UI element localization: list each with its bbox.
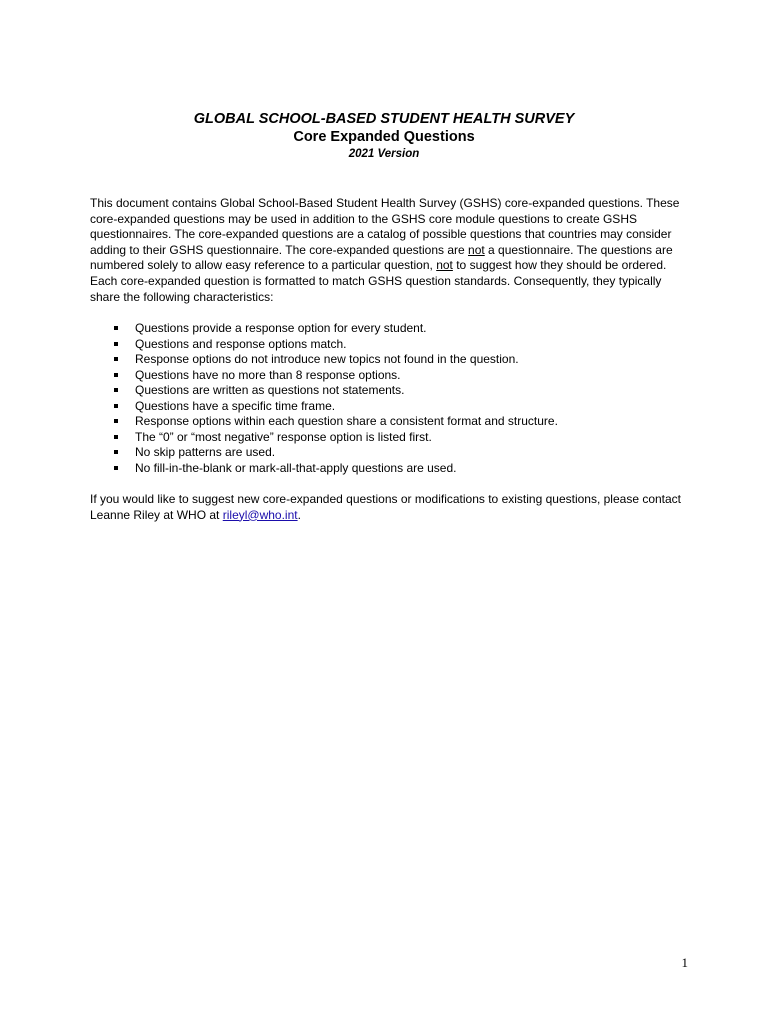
list-item: No fill-in-the-blank or mark-all-that-apply questions are used. bbox=[90, 461, 690, 477]
intro-emphasis-not-2: not bbox=[436, 258, 453, 273]
list-item: The “0” or “most negative” response option is listed first. bbox=[90, 430, 690, 446]
title-block bbox=[0, 110, 768, 162]
contact-text: If you would like to suggest new core-expanded questions or modifications to existing questions, please contact Leanne Riley at WHO at bbox=[90, 492, 682, 522]
list-item: No skip patterns are used. bbox=[90, 445, 690, 461]
intro-text-3: to suggest how they should be ordered. Each core-expanded question is formatted to match GSHS question standards. Consequently, they typically share the following characteristics: bbox=[90, 258, 667, 304]
list-item: Questions have no more than 8 response options. bbox=[90, 368, 690, 384]
bullet-icon bbox=[114, 373, 118, 377]
intro-text-2: a questionnaire. The questions are numbered solely to allow easy reference to a particular question, bbox=[90, 242, 673, 273]
document-title: GLOBAL SCHOOL-BASED STUDENT HEALTH SURVEY bbox=[193, 111, 575, 127]
contact-period: . bbox=[297, 507, 301, 522]
list-item: Questions have a specific time frame. bbox=[90, 399, 690, 415]
list-item: Questions are written as questions not statements. bbox=[90, 383, 690, 399]
page-number: 1 bbox=[681, 955, 688, 970]
bullet-icon bbox=[114, 357, 118, 361]
contact-paragraph bbox=[90, 492, 685, 523]
intro-paragraph bbox=[90, 196, 685, 305]
bullet-icon bbox=[114, 419, 118, 423]
bullet-icon bbox=[114, 388, 118, 392]
list-item: Questions and response options match. bbox=[90, 337, 690, 353]
bullet-icon bbox=[114, 466, 118, 470]
list-item: Response options do not introduce new topics not found in the question. bbox=[90, 352, 690, 368]
bullet-icon bbox=[114, 450, 118, 454]
intro-emphasis-not-1: not bbox=[468, 242, 485, 257]
bullet-icon bbox=[114, 326, 118, 330]
bullet-icon bbox=[114, 404, 118, 408]
list-item: Response options within each question share a consistent format and structure. bbox=[90, 414, 690, 430]
document-version: 2021 Version bbox=[348, 148, 420, 160]
document-subtitle: Core Expanded Questions bbox=[293, 129, 475, 145]
bullet-icon bbox=[114, 342, 118, 346]
characteristics-list bbox=[90, 321, 690, 476]
email-link[interactable]: rileyl@who.int bbox=[222, 507, 298, 522]
intro-text-1: This document contains Global School-Based Student Health Survey (GSHS) core-expanded questions. These core-expanded questions may be used in addition to the GSHS core module questions to create GSHS questionnaires. The core-expanded questions are a catalog of possible questions that countries may consider adding to their GSHS questionnaire. The core-expanded questions are bbox=[90, 196, 680, 257]
bullet-icon bbox=[114, 435, 118, 439]
list-item: Questions provide a response option for every student. bbox=[90, 321, 690, 337]
